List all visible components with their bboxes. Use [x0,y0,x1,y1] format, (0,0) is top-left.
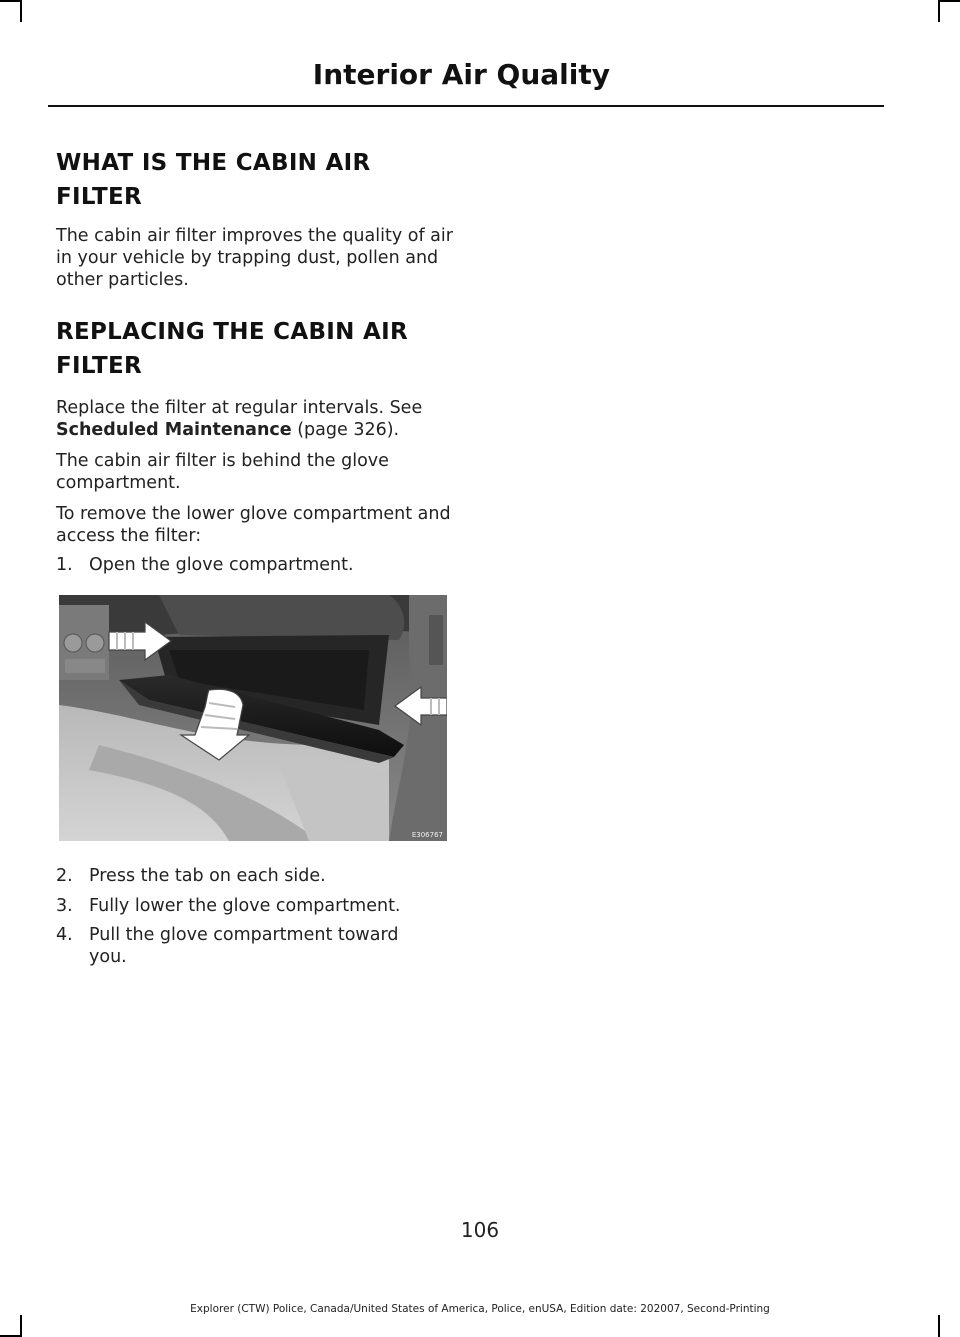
page-reference: (page 326). [291,420,400,440]
step-number: 2. [56,866,73,886]
paragraph: The cabin air filter is behind the glove compartment. [56,451,389,493]
crop-mark [20,0,22,22]
crop-mark [938,0,940,22]
crop-mark [938,1315,940,1337]
glove-compartment-illustration [59,595,447,841]
header-rule [48,105,884,107]
crop-mark [0,0,22,2]
step-number: 1. [56,555,73,575]
paragraph: The cabin air filter improves the quality of air in your vehicle by trapping dust, pollen and other particles. [56,226,453,290]
step-number: 4. [56,925,73,945]
step-text: Pull the glove compartment toward you. [89,925,399,967]
scheduled-maintenance-link[interactable]: Scheduled Maintenance [56,420,292,440]
paragraph [56,397,456,441]
section-heading-line: FILTER [56,184,143,210]
paragraph-text: Replace the filter at regular intervals. See [56,398,423,418]
crop-mark [938,0,960,2]
step-text: Fully lower the glove compartment. [89,896,401,916]
page-title: Interior Air Quality [312,58,610,91]
section-heading-line: WHAT IS THE CABIN AIR [56,150,371,176]
section-heading-line: REPLACING THE CABIN AIR [56,319,408,345]
figure-code: E306767 [411,831,443,839]
step-text: Open the glove compartment. [89,555,354,575]
step-number: 3. [56,896,73,916]
crop-mark [20,1315,22,1337]
footer-text: Explorer (CTW) Police, Canada/United States of America, Police, enUSA, Edition date: 202007, Second-Printing [190,1303,770,1315]
step-text: Press the tab on each side. [89,866,326,886]
section-replacing-filter [56,315,456,383]
section-what-is-filter [56,146,456,214]
section-heading-line: FILTER [56,353,143,379]
page-number: 106 [460,1218,500,1242]
paragraph: To remove the lower glove compartment and access the filter: [56,504,451,546]
